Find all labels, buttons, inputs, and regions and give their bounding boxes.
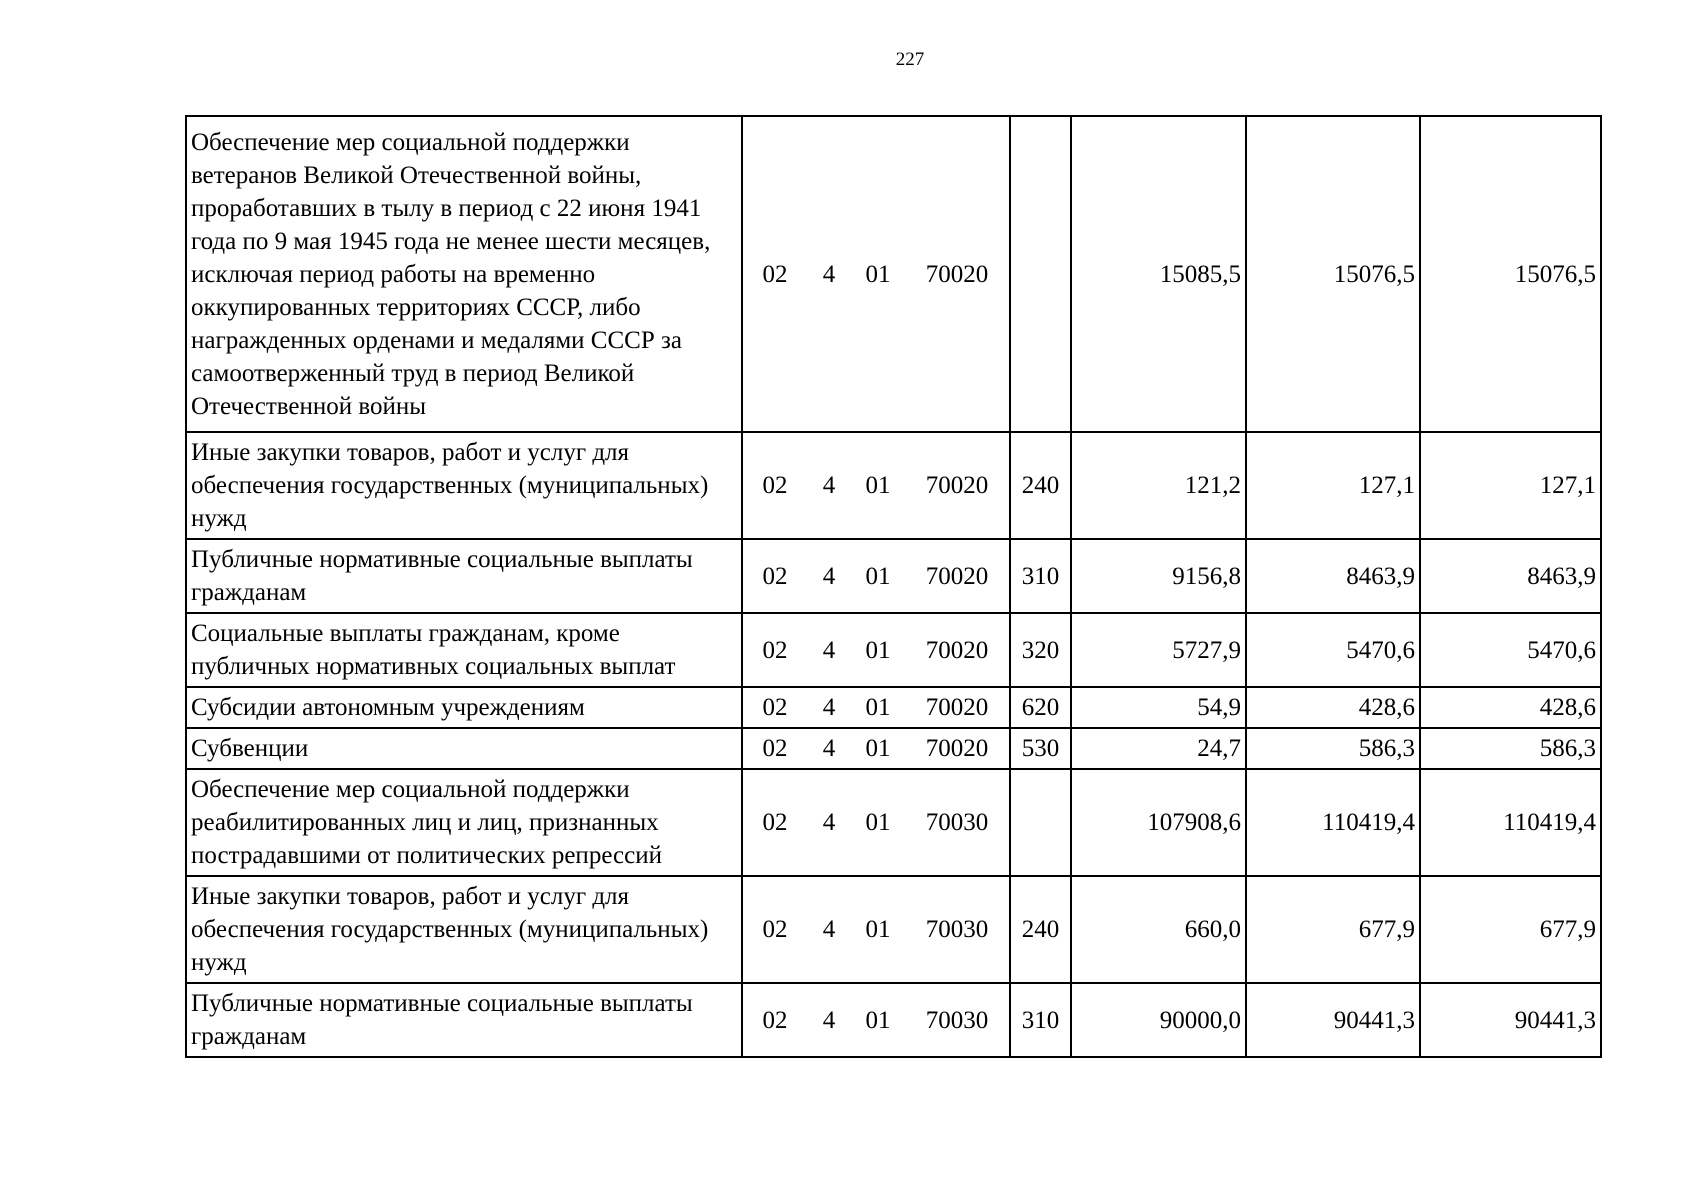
row-code-cell <box>742 539 1010 613</box>
amount-year-2: 586,3 <box>1246 728 1420 769</box>
main-event-code: 01 <box>865 260 891 288</box>
row-name-cell: Публичные нормативные социальные выплаты гражданам <box>186 983 742 1057</box>
amount-year-2: 428,6 <box>1246 687 1420 728</box>
program-code: 02 <box>762 1006 788 1034</box>
row-name-cell: Субсидии автономным учреждениям <box>186 687 742 728</box>
direction-code: 70020 <box>925 735 989 762</box>
program-code: 02 <box>762 260 788 288</box>
program-code: 02 <box>762 809 788 836</box>
expense-type-cell: 530 <box>1010 728 1071 769</box>
direction-code: 70020 <box>925 562 989 590</box>
row-code-cell <box>742 876 1010 983</box>
amount-year-1: 660,0 <box>1071 876 1246 983</box>
expense-type-cell <box>1010 769 1071 876</box>
program-code: 02 <box>762 916 788 943</box>
table-row <box>186 983 1601 1057</box>
main-event-code: 01 <box>865 1006 891 1034</box>
row-name-cell: Обеспечение мер социальной поддержки ветеранов Великой Отечественной войны, проработавших в тылу в период с 22 июня 1941 года по 9 мая 1945 года не менее шести месяцев, исключая период работы на временно оккупированных территориях СССР, либо награжденных орденами и медалями СССР за самоотверженный труд в период Великой Отечественной войны <box>186 116 742 432</box>
amount-year-3: 90441,3 <box>1420 983 1601 1057</box>
amount-year-3: 110419,4 <box>1420 769 1601 876</box>
table-row <box>186 769 1601 876</box>
program-code: 02 <box>762 472 788 499</box>
subprogram-code: 4 <box>822 1006 836 1034</box>
table-row <box>186 539 1601 613</box>
table-row <box>186 613 1601 687</box>
expense-type-cell: 320 <box>1010 613 1071 687</box>
expense-type-cell: 310 <box>1010 539 1071 613</box>
amount-year-2: 8463,9 <box>1246 539 1420 613</box>
subprogram-code: 4 <box>822 260 836 288</box>
direction-code: 70020 <box>925 636 989 664</box>
main-event-code: 01 <box>865 694 891 721</box>
amount-year-2: 90441,3 <box>1246 983 1420 1057</box>
amount-year-3: 586,3 <box>1420 728 1601 769</box>
main-event-code: 01 <box>865 472 891 499</box>
amount-year-3: 15076,5 <box>1420 116 1601 432</box>
table-row <box>186 116 1601 432</box>
direction-code: 70020 <box>925 472 989 499</box>
main-event-code: 01 <box>865 809 891 836</box>
amount-year-2: 677,9 <box>1246 876 1420 983</box>
row-name-cell: Субвенции <box>186 728 742 769</box>
direction-code: 70020 <box>925 694 989 721</box>
amount-year-1: 107908,6 <box>1071 769 1246 876</box>
subprogram-code: 4 <box>822 809 836 836</box>
program-code: 02 <box>762 694 788 721</box>
table-row <box>186 876 1601 983</box>
main-event-code: 01 <box>865 916 891 943</box>
row-name-cell: Обеспечение мер социальной поддержки реабилитированных лиц и лиц, признанных пострадавшими от политических репрессий <box>186 769 742 876</box>
subprogram-code: 4 <box>822 916 836 943</box>
subprogram-code: 4 <box>822 562 836 590</box>
expense-type-cell: 310 <box>1010 983 1071 1057</box>
table-row <box>186 432 1601 539</box>
row-code-cell <box>742 116 1010 432</box>
table-row <box>186 728 1601 769</box>
amount-year-1: 54,9 <box>1071 687 1246 728</box>
row-code-cell <box>742 432 1010 539</box>
subprogram-code: 4 <box>822 694 836 721</box>
amount-year-3: 127,1 <box>1420 432 1601 539</box>
expense-type-cell: 240 <box>1010 432 1071 539</box>
row-code-cell <box>742 728 1010 769</box>
amount-year-1: 90000,0 <box>1071 983 1246 1057</box>
row-code-cell <box>742 687 1010 728</box>
expense-type-cell: 240 <box>1010 876 1071 983</box>
direction-code: 70030 <box>925 916 989 943</box>
amount-year-2: 110419,4 <box>1246 769 1420 876</box>
main-event-code: 01 <box>865 636 891 664</box>
amount-year-2: 5470,6 <box>1246 613 1420 687</box>
row-name-cell: Иные закупки товаров, работ и услуг для обеспечения государственных (муниципальных) нужд <box>186 876 742 983</box>
program-code: 02 <box>762 562 788 590</box>
amount-year-3: 8463,9 <box>1420 539 1601 613</box>
row-code-cell <box>742 613 1010 687</box>
budget-table <box>185 115 1602 1058</box>
expense-type-cell: 620 <box>1010 687 1071 728</box>
expense-type-cell <box>1010 116 1071 432</box>
amount-year-3: 428,6 <box>1420 687 1601 728</box>
row-name-cell: Иные закупки товаров, работ и услуг для обеспечения государственных (муниципальных) нужд <box>186 432 742 539</box>
amount-year-1: 9156,8 <box>1071 539 1246 613</box>
amount-year-3: 677,9 <box>1420 876 1601 983</box>
row-name-cell: Социальные выплаты гражданам, кроме публичных нормативных социальных выплат <box>186 613 742 687</box>
subprogram-code: 4 <box>822 472 836 499</box>
direction-code: 70030 <box>925 809 989 836</box>
row-code-cell <box>742 983 1010 1057</box>
amount-year-2: 15076,5 <box>1246 116 1420 432</box>
table-row <box>186 687 1601 728</box>
amount-year-3: 5470,6 <box>1420 613 1601 687</box>
program-code: 02 <box>762 636 788 664</box>
amount-year-1: 121,2 <box>1071 432 1246 539</box>
amount-year-1: 24,7 <box>1071 728 1246 769</box>
main-event-code: 01 <box>865 562 891 590</box>
direction-code: 70030 <box>925 1006 989 1034</box>
row-code-cell <box>742 769 1010 876</box>
amount-year-1: 15085,5 <box>1071 116 1246 432</box>
row-name-cell: Публичные нормативные социальные выплаты гражданам <box>186 539 742 613</box>
subprogram-code: 4 <box>822 735 836 762</box>
amount-year-2: 127,1 <box>1246 432 1420 539</box>
page-number: 227 <box>895 49 925 70</box>
program-code: 02 <box>762 735 788 762</box>
main-event-code: 01 <box>865 735 891 762</box>
direction-code: 70020 <box>925 260 989 288</box>
subprogram-code: 4 <box>822 636 836 664</box>
amount-year-1: 5727,9 <box>1071 613 1246 687</box>
